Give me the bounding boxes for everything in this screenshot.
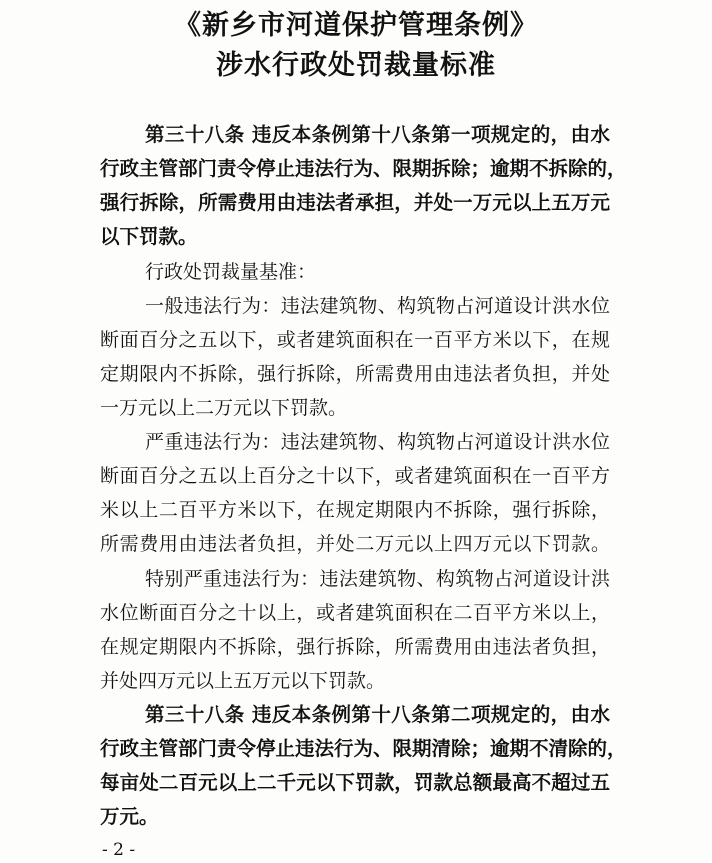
especially-serious-line-4: 并处四万元以上五万元以下罚款。 <box>100 670 386 692</box>
especially-serious-line-1: 特别严重违法行为：违法建筑物、构筑物占河道设计洪 <box>145 568 610 590</box>
general-line-4: 一万元以上二万元以下罚款。 <box>100 397 348 419</box>
document-title-line-1: 《新乡市河道保护管理条例》 <box>174 10 538 41</box>
article-2-line-2: 行政主管部门责令停止违法行为、限期清除；逾期不清除的， <box>100 737 627 760</box>
serious-line-3: 米以上二百平方米以下，在规定期限内不拆除，强行拆除， <box>100 499 610 521</box>
general-line-3: 定期限内不拆除，强行拆除，所需费用由违法者负担，并处 <box>100 363 610 385</box>
general-line-1: 一般违法行为：违法建筑物、构筑物占河道设计洪水位 <box>145 295 610 317</box>
document-title-line-2: 涉水行政处罚裁量标准 <box>216 50 496 81</box>
especially-serious-line-3: 在规定期限内不拆除，强行拆除，所需费用由违法者负担， <box>100 636 610 658</box>
article-1-line-1: 第三十八条 违反本条例第十八条第一项规定的，由水 <box>145 123 610 146</box>
article-1-line-4: 以下罚款。 <box>100 225 198 248</box>
article-1-line-2: 行政主管部门责令停止违法行为、限期拆除；逾期不拆除的， <box>100 157 627 180</box>
article-2-line-1: 第三十八条 违反本条例第十八条第二项规定的，由水 <box>145 703 610 726</box>
serious-line-1: 严重违法行为：违法建筑物、构筑物占河道设计洪水位 <box>145 431 610 453</box>
article-2-line-4: 万元。 <box>100 805 159 828</box>
page-number: - 2 - <box>102 840 136 860</box>
criteria-heading: 行政处罚裁量基准： <box>145 261 317 283</box>
article-2-line-3: 每亩处二百元以上二千元以下罚款，罚款总额最高不超过五 <box>100 771 610 794</box>
serious-line-2: 断面百分之五以上百分之十以下，或者建筑面积在一百平方 <box>100 465 610 487</box>
article-1-line-3: 强行拆除，所需费用由违法者承担，并处一万元以上五万元 <box>100 191 610 214</box>
serious-line-4: 所需费用由违法者负担，并处二万元以上四万元以下罚款。 <box>100 533 610 555</box>
general-line-2: 断面百分之五以下，或者建筑面积在一百平方米以下，在规 <box>100 329 610 351</box>
especially-serious-line-2: 水位断面百分之十以上，或者建筑面积在二百平方米以上， <box>100 602 610 624</box>
